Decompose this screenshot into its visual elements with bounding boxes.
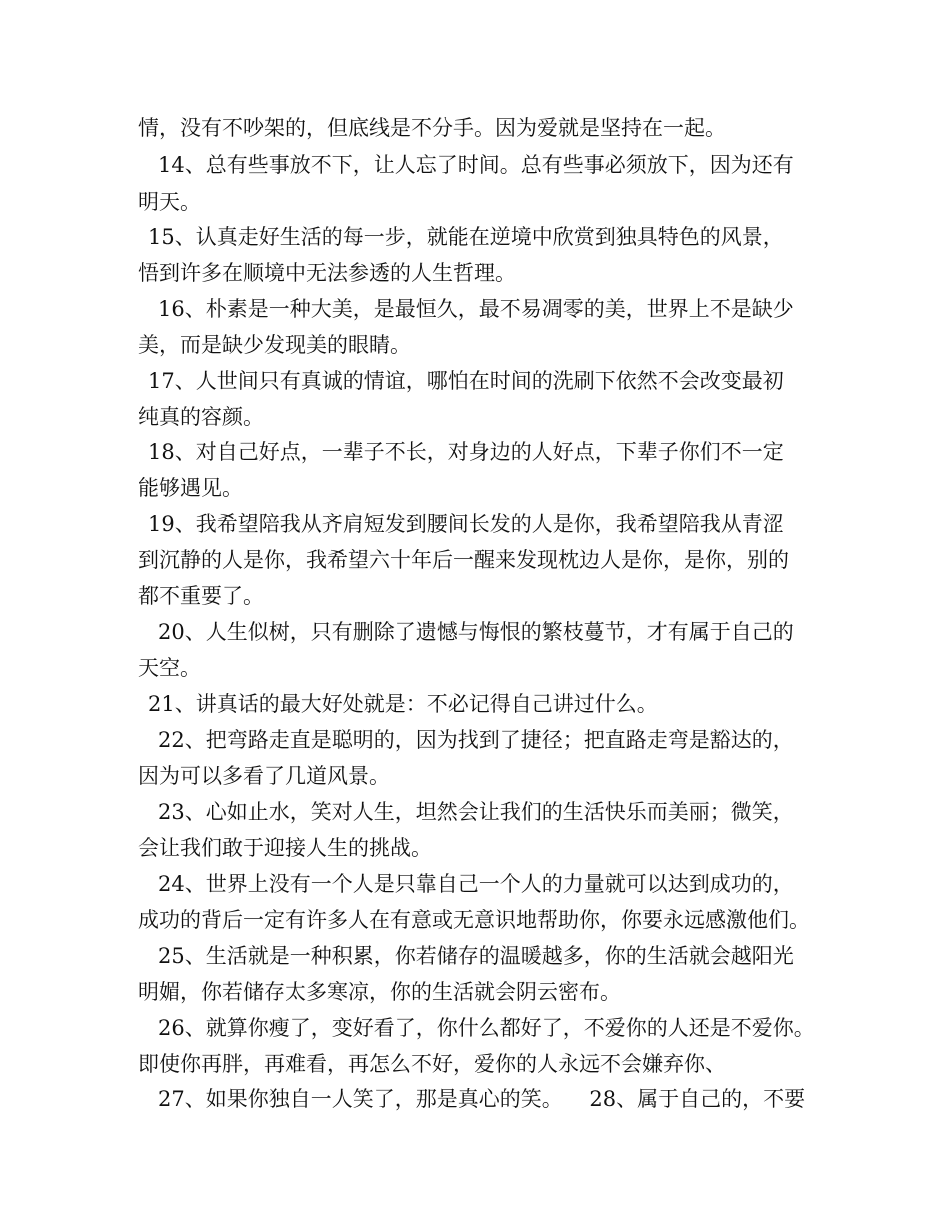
text-line: 天空。 xyxy=(138,656,201,680)
text-line: 22、把弯路走直是聪明的，因为找到了捷径；把直路走弯是豁达的， xyxy=(158,728,794,752)
text-line: 21、讲真话的最大好处就是：不必记得自己讲过什么。 xyxy=(148,692,658,716)
text-line: 成功的背后一定有许多人在有意或无意识地帮助你，你要永远感激他们。 xyxy=(138,908,810,932)
text-line: 14、总有些事放不下，让人忘了时间。总有些事必须放下，因为还有 xyxy=(158,153,794,177)
text-line: 23、心如止水，笑对人生，坦然会让我们的生活快乐而美丽；微笑， xyxy=(158,800,794,824)
text-line: 情，没有不吵架的，但底线是不分手。因为爱就是坚持在一起。 xyxy=(138,116,726,140)
text-line: 悟到许多在顺境中无法参透的人生哲理。 xyxy=(138,261,516,285)
text-line: 19、我希望陪我从齐肩短发到腰间长发的人是你，我希望陪我从青涩 xyxy=(148,512,784,536)
text-line: 26、就算你瘦了，变好看了，你什么都好了，不爱你的人还是不爱你。 xyxy=(158,1016,815,1040)
text-line: 因为可以多看了几道风景。 xyxy=(138,764,390,788)
text-line: 到沉静的人是你，我希望六十年后一醒来发现枕边人是你，是你，别的 xyxy=(138,548,789,572)
text-line: 明媚，你若储存太多寒凉，你的生活就会阴云密布。 xyxy=(138,980,621,1004)
text-line: 18、对自己好点，一辈子不长，对身边的人好点，下辈子你们不一定 xyxy=(148,440,784,464)
text-line: 都不重要了。 xyxy=(138,584,264,608)
text-line: 美，而是缺少发现美的眼睛。 xyxy=(138,333,411,357)
text-line: 会让我们敢于迎接人生的挑战。 xyxy=(138,836,432,860)
text-line: 明天。 xyxy=(138,190,201,214)
text-line: 25、生活就是一种积累，你若储存的温暖越多，你的生活就会越阳光 xyxy=(158,944,794,968)
text-line: 16、朴素是一种大美，是最恒久，最不易凋零的美，世界上不是缺少 xyxy=(158,297,794,321)
text-line: 20、人生似树，只有删除了遗憾与悔恨的繁枝蔓节，才有属于自己的 xyxy=(158,620,794,644)
text-line: 17、人世间只有真诚的情谊，哪怕在时间的洗刷下依然不会改变最初 xyxy=(148,369,784,393)
text-line: 即使你再胖，再难看，再怎么不好，爱你的人永远不会嫌弃你、 xyxy=(138,1052,726,1076)
text-line: 27、如果你独自一人笑了，那是真心的笑。 28、属于自己的，不要 xyxy=(158,1087,806,1111)
text-line: 15、认真走好生活的每一步，就能在逆境中欣赏到独具特色的风景， xyxy=(148,225,784,249)
text-line: 24、世界上没有一个人是只靠自己一个人的力量就可以达到成功的， xyxy=(158,872,794,896)
text-line: 能够遇见。 xyxy=(138,476,243,500)
text-line: 纯真的容颜。 xyxy=(138,405,264,429)
